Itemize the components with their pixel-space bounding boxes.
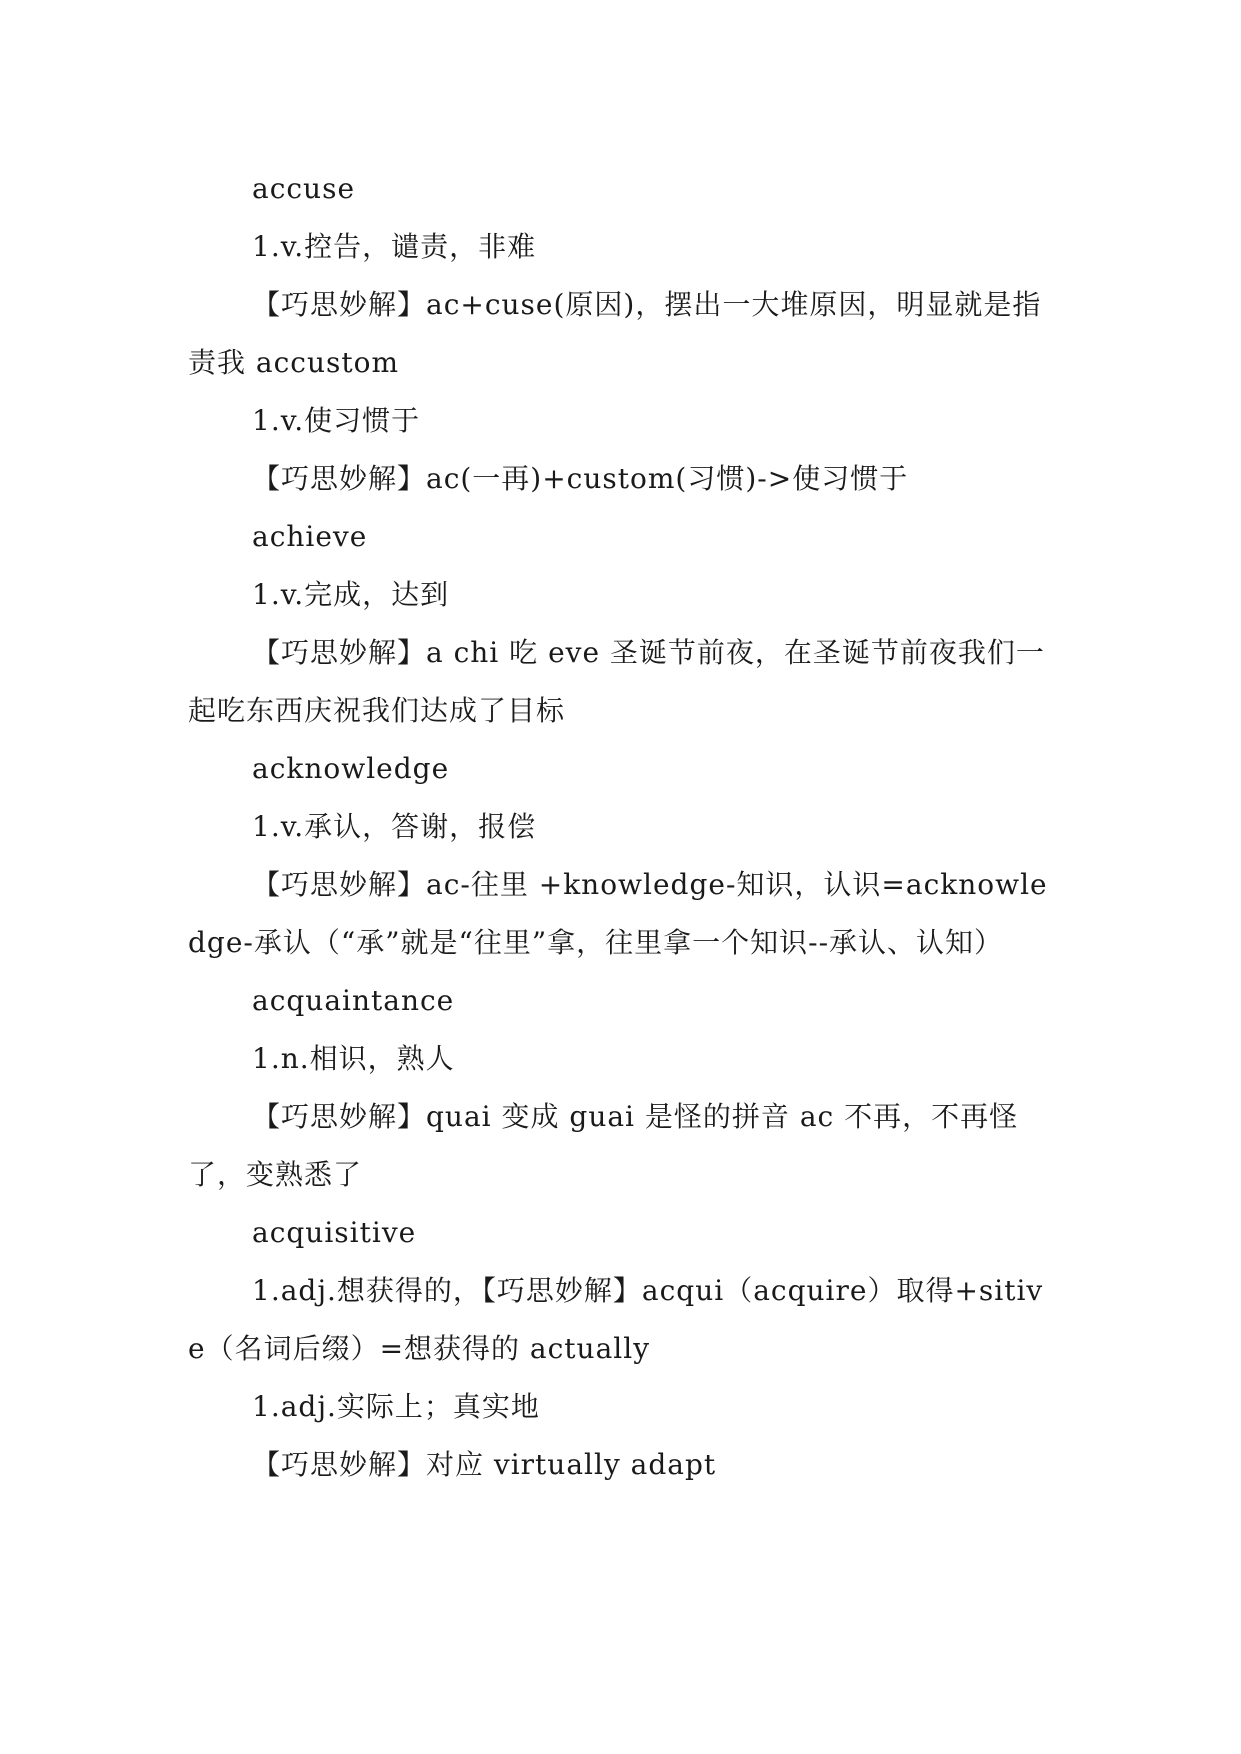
headword-accuse: accuse bbox=[252, 172, 356, 205]
mnemonic-achieve: 【巧思妙解】a chi 吃 eve 圣诞节前夜，在圣诞节前夜我们一起吃东西庆祝我们达成了目标 bbox=[188, 636, 1045, 727]
headword-acquaintance: acquaintance bbox=[252, 984, 455, 1017]
definition-accustom: 1.v.使习惯于 bbox=[252, 404, 421, 437]
definition-acknowledge: 1.v.承认，答谢，报偿 bbox=[252, 810, 537, 843]
definition-accuse: 1.v.控告，谴责，非难 bbox=[252, 230, 537, 263]
mnemonic-acknowledge: 【巧思妙解】ac-往里 +knowledge-知识，认识=acknowledge-承认（“承”就是“往里”拿，往里拿一个知识--承认、认知） bbox=[188, 868, 1048, 959]
definition-achieve: 1.v.完成，达到 bbox=[252, 578, 450, 611]
definition-acquisitive: 1.adj.想获得的，【巧思妙解】acqui（acquire）取得+sitive（名词后缀）=想获得的 actually bbox=[188, 1274, 1044, 1365]
definition-acquaintance: 1.n.相识，熟人 bbox=[252, 1042, 455, 1075]
headword-achieve: achieve bbox=[252, 520, 368, 553]
document-body bbox=[188, 160, 1050, 1494]
headword-acknowledge: acknowledge bbox=[252, 752, 450, 785]
mnemonic-accuse: 【巧思妙解】ac+cuse(原因)，摆出一大堆原因，明显就是指责我 accustom bbox=[188, 288, 1042, 379]
headword-acquisitive: acquisitive bbox=[252, 1216, 417, 1249]
mnemonic-acquaintance: 【巧思妙解】quai 变成 guai 是怪的拼音 ac 不再，不再怪了，变熟悉了 bbox=[188, 1100, 1019, 1191]
definition-actually: 1.adj.实际上；真实地 bbox=[252, 1390, 540, 1423]
mnemonic-actually: 【巧思妙解】对应 virtually adapt bbox=[252, 1448, 717, 1481]
mnemonic-accustom: 【巧思妙解】ac(一再)+custom(习惯)->使习惯于 bbox=[252, 462, 909, 495]
